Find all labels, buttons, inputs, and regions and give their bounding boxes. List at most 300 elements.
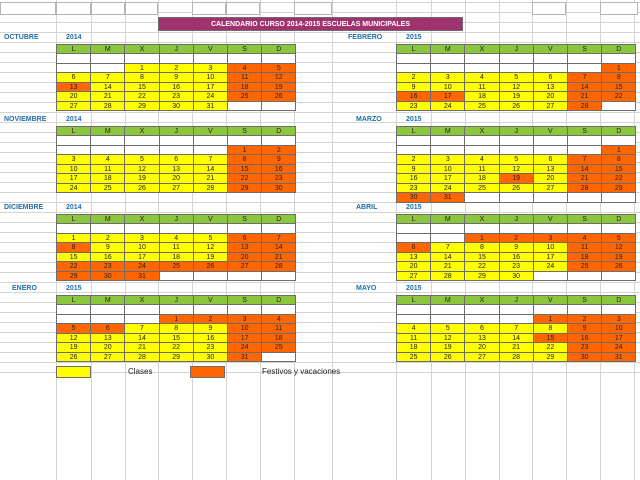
gridline xyxy=(0,282,640,283)
empty-cell xyxy=(601,192,636,203)
day-cell: 26 xyxy=(499,183,534,194)
day-cell: 10 xyxy=(193,72,228,83)
weekday-header: J xyxy=(499,44,534,55)
day-cell: 10 xyxy=(124,242,159,253)
day-cell: 14 xyxy=(430,252,465,263)
day-cell: 14 xyxy=(124,333,159,344)
day-cell: 13 xyxy=(56,82,91,93)
day-cell: 9 xyxy=(90,242,125,253)
day-cell: 27 xyxy=(533,101,568,112)
day-cell: 6 xyxy=(533,72,568,83)
day-cell: 5 xyxy=(193,233,228,244)
day-cell: 25 xyxy=(464,183,499,194)
day-cell: 29 xyxy=(124,101,159,112)
day-cell: 19 xyxy=(601,252,636,263)
day-cell: 20 xyxy=(464,342,499,353)
day-cell: 29 xyxy=(601,183,636,194)
weekday-header: L xyxy=(396,214,431,225)
day-cell: 29 xyxy=(227,183,262,194)
weekday-header: S xyxy=(227,44,262,55)
day-cell: 11 xyxy=(227,72,262,83)
day-cell: 22 xyxy=(464,261,499,272)
empty-cell xyxy=(261,271,296,282)
day-cell: 28 xyxy=(124,352,159,363)
day-cell: 24 xyxy=(56,183,91,194)
day-cell: 30 xyxy=(90,271,125,282)
day-cell: 9 xyxy=(261,154,296,165)
day-cell: 27 xyxy=(464,352,499,363)
legend-holidays-label: Festivos y vacaciones xyxy=(262,367,341,376)
day-cell: 18 xyxy=(464,91,499,102)
weekday-header: L xyxy=(56,295,91,306)
day-cell: 17 xyxy=(227,333,262,344)
day-cell: 10 xyxy=(227,323,262,334)
day-cell: 19 xyxy=(261,82,296,93)
gridline xyxy=(0,292,640,293)
day-cell: 23 xyxy=(90,261,125,272)
empty-cell xyxy=(533,192,568,203)
weekday-header: M xyxy=(90,214,125,225)
weekday-header: D xyxy=(601,126,636,137)
day-cell: 5 xyxy=(430,323,465,334)
day-cell: 22 xyxy=(227,173,262,184)
day-cell: 27 xyxy=(90,352,125,363)
day-cell: 7 xyxy=(261,233,296,244)
day-cell: 13 xyxy=(396,252,431,263)
day-cell: 24 xyxy=(601,342,636,353)
day-cell: 8 xyxy=(601,154,636,165)
weekday-header: D xyxy=(261,214,296,225)
weekday-header: D xyxy=(601,44,636,55)
day-cell: 24 xyxy=(193,91,228,102)
weekday-header: V xyxy=(533,295,568,306)
empty-cell xyxy=(532,2,566,15)
day-cell: 13 xyxy=(533,164,568,175)
empty-cell xyxy=(533,271,568,282)
gridline xyxy=(0,362,640,363)
day-cell: 22 xyxy=(533,342,568,353)
day-cell: 23 xyxy=(261,173,296,184)
weekday-header: X xyxy=(124,214,159,225)
day-cell: 20 xyxy=(159,173,194,184)
day-cell: 2 xyxy=(567,314,602,325)
gridline xyxy=(332,0,333,480)
weekday-header: M xyxy=(90,126,125,137)
day-cell: 11 xyxy=(464,82,499,93)
day-cell: 20 xyxy=(90,342,125,353)
day-cell: 4 xyxy=(90,154,125,165)
day-cell: 16 xyxy=(193,333,228,344)
day-cell: 25 xyxy=(396,352,431,363)
day-cell: 28 xyxy=(567,183,602,194)
empty-cell xyxy=(601,271,636,282)
weekday-header: L xyxy=(396,295,431,306)
day-cell: 13 xyxy=(464,333,499,344)
day-cell: 7 xyxy=(499,323,534,334)
month-name: ABRIL xyxy=(356,204,378,211)
day-cell: 20 xyxy=(533,91,568,102)
day-cell: 2 xyxy=(396,72,431,83)
weekday-header: V xyxy=(193,44,228,55)
day-cell: 13 xyxy=(90,333,125,344)
empty-cell xyxy=(125,2,158,15)
day-cell: 3 xyxy=(430,72,465,83)
day-cell: 3 xyxy=(533,233,568,244)
day-cell: 21 xyxy=(499,342,534,353)
day-cell: 26 xyxy=(56,352,91,363)
day-cell: 22 xyxy=(56,261,91,272)
calendar-title: CALENDARIO CURSO 2014-2015 ESCUELAS MUNICIPALES xyxy=(158,17,463,31)
day-cell: 3 xyxy=(124,233,159,244)
day-cell: 7 xyxy=(90,72,125,83)
day-cell: 31 xyxy=(430,192,465,203)
empty-cell xyxy=(294,2,332,15)
day-cell: 19 xyxy=(499,91,534,102)
day-cell: 23 xyxy=(396,183,431,194)
weekday-header: L xyxy=(396,126,431,137)
day-cell: 29 xyxy=(56,271,91,282)
day-cell: 17 xyxy=(601,333,636,344)
weekday-header: J xyxy=(499,295,534,306)
day-cell: 14 xyxy=(499,333,534,344)
legend-holidays-swatch xyxy=(190,366,225,378)
day-cell: 15 xyxy=(159,333,194,344)
day-cell: 9 xyxy=(159,72,194,83)
day-cell: 25 xyxy=(159,261,194,272)
weekday-header: J xyxy=(159,214,194,225)
day-cell: 8 xyxy=(227,154,262,165)
month-year: 2014 xyxy=(66,116,82,123)
day-cell: 1 xyxy=(56,233,91,244)
day-cell: 15 xyxy=(124,82,159,93)
day-cell: 21 xyxy=(261,252,296,263)
day-cell: 25 xyxy=(261,342,296,353)
day-cell: 19 xyxy=(56,342,91,353)
weekday-header: L xyxy=(56,214,91,225)
day-cell: 30 xyxy=(261,183,296,194)
day-cell: 21 xyxy=(567,173,602,184)
day-cell: 7 xyxy=(124,323,159,334)
empty-cell xyxy=(192,2,226,15)
day-cell: 31 xyxy=(193,101,228,112)
empty-cell xyxy=(227,101,262,112)
weekday-header: V xyxy=(193,126,228,137)
weekday-header: V xyxy=(193,214,228,225)
day-cell: 14 xyxy=(567,82,602,93)
day-cell: 12 xyxy=(261,72,296,83)
empty-cell xyxy=(600,2,638,15)
day-cell: 4 xyxy=(261,314,296,325)
day-cell: 23 xyxy=(567,342,602,353)
day-cell: 14 xyxy=(261,242,296,253)
day-cell: 3 xyxy=(601,314,636,325)
weekday-header: X xyxy=(464,214,499,225)
month-name: NOVIEMBRE xyxy=(4,116,47,123)
weekday-header: V xyxy=(533,214,568,225)
empty-cell xyxy=(261,101,296,112)
day-cell: 17 xyxy=(124,252,159,263)
weekday-header: S xyxy=(227,126,262,137)
day-cell: 19 xyxy=(124,173,159,184)
day-cell: 8 xyxy=(533,323,568,334)
day-cell: 31 xyxy=(124,271,159,282)
day-cell: 23 xyxy=(159,91,194,102)
day-cell: 17 xyxy=(430,173,465,184)
weekday-header: X xyxy=(124,44,159,55)
day-cell: 13 xyxy=(227,242,262,253)
day-cell: 22 xyxy=(159,342,194,353)
empty-cell xyxy=(159,271,194,282)
day-cell: 17 xyxy=(533,252,568,263)
day-cell: 27 xyxy=(396,271,431,282)
weekday-header: S xyxy=(567,214,602,225)
day-cell: 9 xyxy=(567,323,602,334)
day-cell: 13 xyxy=(159,164,194,175)
day-cell: 12 xyxy=(430,333,465,344)
empty-cell xyxy=(227,271,262,282)
day-cell: 26 xyxy=(499,101,534,112)
day-cell: 28 xyxy=(430,271,465,282)
day-cell: 25 xyxy=(90,183,125,194)
day-cell: 29 xyxy=(159,352,194,363)
day-cell: 7 xyxy=(430,242,465,253)
day-cell: 24 xyxy=(533,261,568,272)
weekday-header: M xyxy=(430,44,465,55)
day-cell: 24 xyxy=(430,183,465,194)
day-cell: 21 xyxy=(193,173,228,184)
day-cell: 30 xyxy=(499,271,534,282)
day-cell: 4 xyxy=(464,154,499,165)
month-year: 2015 xyxy=(406,34,422,41)
day-cell: 7 xyxy=(567,72,602,83)
weekday-header: X xyxy=(124,295,159,306)
day-cell: 8 xyxy=(56,242,91,253)
day-cell: 15 xyxy=(56,252,91,263)
day-cell: 9 xyxy=(193,323,228,334)
weekday-header: M xyxy=(90,295,125,306)
month-year: 2014 xyxy=(66,34,82,41)
weekday-header: J xyxy=(159,126,194,137)
day-cell: 16 xyxy=(567,333,602,344)
month-name: MARZO xyxy=(356,116,382,123)
empty-cell xyxy=(226,2,260,15)
day-cell: 12 xyxy=(124,164,159,175)
gridline xyxy=(0,122,640,123)
day-cell: 17 xyxy=(56,173,91,184)
day-cell: 28 xyxy=(90,101,125,112)
day-cell: 6 xyxy=(159,154,194,165)
day-cell: 16 xyxy=(396,91,431,102)
day-cell: 20 xyxy=(56,91,91,102)
empty-cell xyxy=(567,192,602,203)
empty-cell xyxy=(261,352,296,363)
day-cell: 22 xyxy=(124,91,159,102)
weekday-header: L xyxy=(396,44,431,55)
day-cell: 4 xyxy=(159,233,194,244)
day-cell: 18 xyxy=(567,252,602,263)
day-cell: 26 xyxy=(261,91,296,102)
weekday-header: J xyxy=(159,295,194,306)
day-cell: 22 xyxy=(601,91,636,102)
empty-cell xyxy=(499,192,534,203)
day-cell: 15 xyxy=(227,164,262,175)
day-cell: 11 xyxy=(261,323,296,334)
day-cell: 5 xyxy=(261,63,296,74)
day-cell: 21 xyxy=(124,342,159,353)
weekday-header: V xyxy=(193,295,228,306)
weekday-header: D xyxy=(601,295,636,306)
day-cell: 27 xyxy=(533,183,568,194)
day-cell: 6 xyxy=(533,154,568,165)
day-cell: 12 xyxy=(56,333,91,344)
weekday-header: M xyxy=(430,214,465,225)
day-cell: 1 xyxy=(227,145,262,156)
day-cell: 29 xyxy=(464,271,499,282)
day-cell: 11 xyxy=(567,242,602,253)
day-cell: 19 xyxy=(193,252,228,263)
day-cell: 14 xyxy=(90,82,125,93)
day-cell: 25 xyxy=(464,101,499,112)
day-cell: 8 xyxy=(464,242,499,253)
day-cell: 24 xyxy=(430,101,465,112)
day-cell: 25 xyxy=(227,91,262,102)
day-cell: 18 xyxy=(227,82,262,93)
day-cell: 5 xyxy=(499,154,534,165)
day-cell: 26 xyxy=(601,261,636,272)
day-cell: 21 xyxy=(567,91,602,102)
day-cell: 2 xyxy=(261,145,296,156)
day-cell: 12 xyxy=(601,242,636,253)
weekday-header: D xyxy=(261,126,296,137)
day-cell: 23 xyxy=(396,101,431,112)
month-name: ENERO xyxy=(12,285,37,292)
day-cell: 3 xyxy=(227,314,262,325)
day-cell: 20 xyxy=(396,261,431,272)
empty-cell xyxy=(567,271,602,282)
day-cell: 4 xyxy=(227,63,262,74)
day-cell: 16 xyxy=(90,252,125,263)
empty-cell xyxy=(464,192,499,203)
weekday-header: D xyxy=(601,214,636,225)
day-cell: 17 xyxy=(430,91,465,102)
gridline xyxy=(0,32,640,33)
day-cell: 6 xyxy=(227,233,262,244)
day-cell: 2 xyxy=(193,314,228,325)
weekday-header: L xyxy=(56,126,91,137)
day-cell: 18 xyxy=(261,333,296,344)
day-cell: 3 xyxy=(430,154,465,165)
day-cell: 8 xyxy=(159,323,194,334)
weekday-header: X xyxy=(124,126,159,137)
day-cell: 5 xyxy=(56,323,91,334)
day-cell: 4 xyxy=(464,72,499,83)
day-cell: 10 xyxy=(56,164,91,175)
day-cell: 7 xyxy=(193,154,228,165)
weekday-header: S xyxy=(567,295,602,306)
day-cell: 4 xyxy=(567,233,602,244)
day-cell: 12 xyxy=(193,242,228,253)
day-cell: 2 xyxy=(396,154,431,165)
month-year: 2015 xyxy=(66,285,82,292)
day-cell: 19 xyxy=(499,173,534,184)
day-cell: 28 xyxy=(567,101,602,112)
day-cell: 28 xyxy=(499,352,534,363)
day-cell: 30 xyxy=(193,352,228,363)
weekday-header: S xyxy=(227,214,262,225)
day-cell: 23 xyxy=(499,261,534,272)
day-cell: 10 xyxy=(430,82,465,93)
weekday-header: D xyxy=(261,44,296,55)
empty-cell xyxy=(193,271,228,282)
month-year: 2015 xyxy=(406,204,422,211)
day-cell: 25 xyxy=(567,261,602,272)
day-cell: 1 xyxy=(601,63,636,74)
month-year: 2015 xyxy=(406,116,422,123)
day-cell: 23 xyxy=(193,342,228,353)
day-cell: 19 xyxy=(430,342,465,353)
weekday-header: S xyxy=(227,295,262,306)
weekday-header: J xyxy=(159,44,194,55)
day-cell: 1 xyxy=(464,233,499,244)
weekday-header: M xyxy=(430,295,465,306)
day-cell: 24 xyxy=(124,261,159,272)
day-cell: 1 xyxy=(601,145,636,156)
weekday-header: S xyxy=(567,44,602,55)
day-cell: 6 xyxy=(396,242,431,253)
day-cell: 8 xyxy=(601,72,636,83)
day-cell: 28 xyxy=(261,261,296,272)
legend-classes-swatch xyxy=(56,366,91,378)
day-cell: 15 xyxy=(464,252,499,263)
day-cell: 18 xyxy=(396,342,431,353)
day-cell: 1 xyxy=(124,63,159,74)
day-cell: 5 xyxy=(499,72,534,83)
day-cell: 9 xyxy=(396,82,431,93)
day-cell: 2 xyxy=(499,233,534,244)
day-cell: 21 xyxy=(90,91,125,102)
day-cell: 3 xyxy=(193,63,228,74)
day-cell: 29 xyxy=(533,352,568,363)
day-cell: 11 xyxy=(464,164,499,175)
day-cell: 31 xyxy=(227,352,262,363)
day-cell: 9 xyxy=(396,164,431,175)
weekday-header: J xyxy=(499,214,534,225)
day-cell: 7 xyxy=(567,154,602,165)
day-cell: 11 xyxy=(159,242,194,253)
day-cell: 31 xyxy=(601,352,636,363)
day-cell: 9 xyxy=(499,242,534,253)
day-cell: 27 xyxy=(56,101,91,112)
day-cell: 15 xyxy=(601,82,636,93)
day-cell: 11 xyxy=(396,333,431,344)
empty-cell xyxy=(0,2,56,15)
weekday-header: X xyxy=(464,295,499,306)
day-cell: 1 xyxy=(159,314,194,325)
day-cell: 26 xyxy=(124,183,159,194)
day-cell: 6 xyxy=(90,323,125,334)
day-cell: 2 xyxy=(90,233,125,244)
weekday-header: V xyxy=(533,126,568,137)
weekday-header: D xyxy=(261,295,296,306)
day-cell: 14 xyxy=(567,164,602,175)
day-cell: 2 xyxy=(159,63,194,74)
month-name: MAYO xyxy=(356,285,377,292)
weekday-header: X xyxy=(464,126,499,137)
month-year: 2014 xyxy=(66,204,82,211)
weekday-header: X xyxy=(464,44,499,55)
weekday-header: J xyxy=(499,126,534,137)
day-cell: 21 xyxy=(430,261,465,272)
